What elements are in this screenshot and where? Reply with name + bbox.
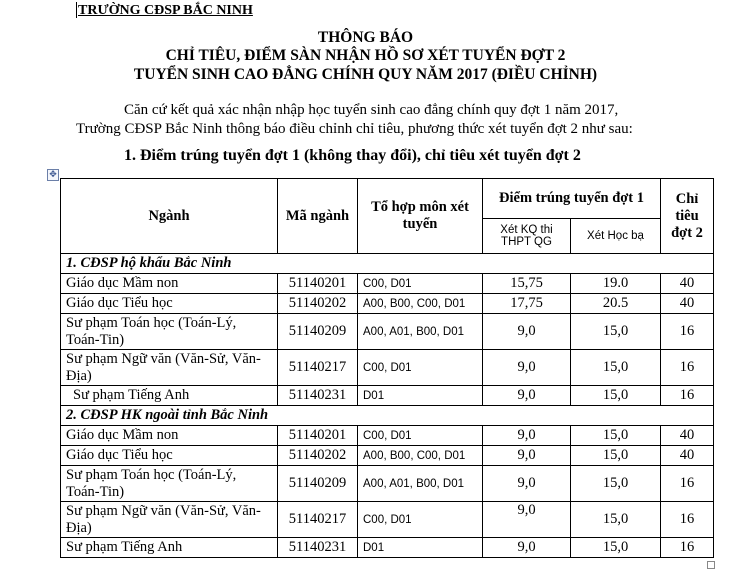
cell-exam-score: 17,75 [483,294,571,314]
cell-subjects: D01 [358,386,483,406]
table-row [61,314,714,350]
notice-subtitle-2: TUYỂN SINH CAO ĐẲNG CHÍNH QUY NĂM 2017 (ĐIỀU CHỈNH) [133,66,598,83]
cell-subjects: A00, B00, C00, D01 [358,446,483,466]
admission-table [60,178,714,558]
cell-exam-score: 9,0 [483,386,571,406]
cell-exam-score: 9,0 [483,350,571,386]
table-row [61,294,714,314]
cell-quota: 40 [661,446,714,466]
cell-subjects: C00, D01 [358,426,483,446]
cell-quota: 16 [661,350,714,386]
cell-major: Giáo dục Tiểu học [61,446,278,466]
cell-transcript-score: 15,0 [571,386,661,406]
cell-quota: 16 [661,538,714,558]
cell-code: 51140201 [278,274,358,294]
school-name: TRƯỜNG CĐSP BẮC NINH [78,3,253,18]
group-row [61,406,714,426]
cell-transcript-score: 15,0 [571,538,661,558]
group-title: 2. CĐSP HK ngoài tỉnh Bắc Ninh [61,406,714,426]
cell-transcript-score: 15,0 [571,350,661,386]
cell-major: Sư phạm Ngữ văn (Văn-Sử, Văn-Địa) [61,502,278,538]
cell-quota: 40 [661,426,714,446]
section-heading: 1. Điểm trúng tuyển đợt 1 (không thay đổi), chỉ tiêu xét tuyển đợt 2 [124,147,581,164]
cell-quota: 40 [661,294,714,314]
cell-subjects: D01 [358,538,483,558]
table-row [61,426,714,446]
cell-quota: 16 [661,502,714,538]
header-score-group: Điểm trúng tuyển đợt 1 [483,179,661,219]
notice-subtitle-1: CHỈ TIÊU, ĐIỂM SÀN NHẬN HỒ SƠ XÉT TUYỂN ĐỢT 2 [165,47,566,64]
table-resize-handle[interactable] [707,561,715,569]
cell-quota: 16 [661,386,714,406]
cell-code: 51140201 [278,426,358,446]
cell-exam-score: 9,0 [483,314,571,350]
table-row [61,350,714,386]
cell-transcript-score: 15,0 [571,502,661,538]
cell-transcript-score: 15,0 [571,426,661,446]
table-row [61,446,714,466]
cell-code: 51140202 [278,446,358,466]
notice-title: THÔNG BÁO [317,29,414,46]
table-row [61,274,714,294]
cell-major: Giáo dục Mầm non [61,274,278,294]
cell-quota: 16 [661,466,714,502]
cell-major: Sư phạm Tiếng Anh [61,386,278,406]
cell-code: 51140231 [278,538,358,558]
header-major: Ngành [61,179,278,254]
cell-exam-score: 9,0 [483,466,571,502]
cell-code: 51140217 [278,502,358,538]
header-score-transcript: Xét Học bạ [571,219,661,254]
group-title: 1. CĐSP hộ khẩu Bắc Ninh [61,254,714,274]
intro-line-1: Căn cứ kết quả xác nhận nhập học tuyển sinh cao đẳng chính quy đợt 1 năm 2017, [124,102,619,118]
cell-subjects: A00, B00, C00, D01 [358,294,483,314]
cell-quota: 40 [661,274,714,294]
cell-major: Sư phạm Tiếng Anh [61,538,278,558]
cell-transcript-score: 19.0 [571,274,661,294]
header-code: Mã ngành [278,179,358,254]
table-row [61,538,714,558]
cell-exam-score: 15,75 [483,274,571,294]
header-score-exam: Xét KQ thi THPT QG [483,219,571,254]
header-quota: Chỉ tiêu đợt 2 [661,179,714,254]
table-row [61,502,714,538]
cell-transcript-score: 15,0 [571,446,661,466]
cell-subjects: C00, D01 [358,274,483,294]
header-row [61,179,714,219]
cell-major: Sư phạm Ngữ văn (Văn-Sử, Văn-Địa) [61,350,278,386]
header-subjects: Tổ hợp môn xét tuyển [358,179,483,254]
group-row [61,254,714,274]
cell-transcript-score: 15,0 [571,314,661,350]
cell-transcript-score: 20.5 [571,294,661,314]
cell-major: Sư phạm Toán học (Toán-Lý, Toán-Tin) [61,466,278,502]
cell-major: Giáo dục Tiểu học [61,294,278,314]
cell-code: 51140209 [278,466,358,502]
cell-subjects: C00, D01 [358,502,483,538]
cell-exam-score: 9,0 [483,538,571,558]
cell-exam-score: 9,0 [483,446,571,466]
cell-code: 51140202 [278,294,358,314]
cell-subjects: C00, D01 [358,350,483,386]
intro-line-2: Trường CĐSP Bắc Ninh thông báo điều chỉnh chỉ tiêu, phương thức xét tuyển đợt 2 như sau: [76,121,633,137]
cell-exam-score: 9,0 [483,426,571,446]
table-move-handle-icon[interactable]: ✥ [47,169,59,181]
table-row [61,466,714,502]
cell-major: Sư phạm Toán học (Toán-Lý, Toán-Tin) [61,314,278,350]
cell-transcript-score: 15,0 [571,466,661,502]
table-row [61,386,714,406]
cell-code: 51140209 [278,314,358,350]
cell-quota: 16 [661,314,714,350]
cell-exam-score: 9,0 [483,502,571,538]
cell-subjects: A00, A01, B00, D01 [358,314,483,350]
text-cursor [76,2,77,18]
cell-subjects: A00, A01, B00, D01 [358,466,483,502]
cell-code: 51140217 [278,350,358,386]
cell-major: Giáo dục Mầm non [61,426,278,446]
cell-code: 51140231 [278,386,358,406]
